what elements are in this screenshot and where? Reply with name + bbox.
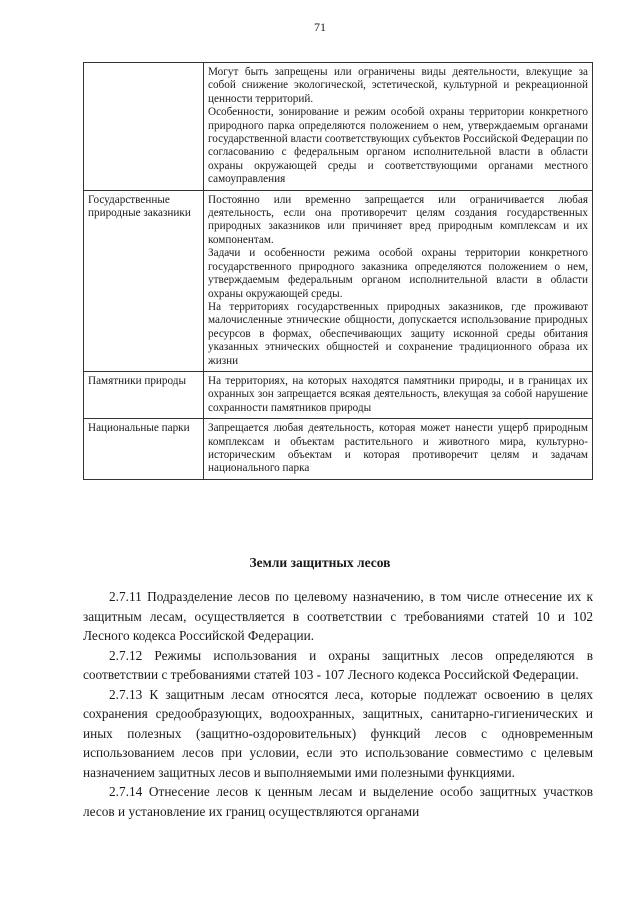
- table-row: [84, 190, 593, 371]
- table-cell-category: [84, 63, 204, 191]
- table-cell-description: [204, 371, 593, 418]
- table-paragraph: Могут быть запрещены или ограничены виды деятельности, влекущие за собой снижение экологической, эстетической, культурной и рекреационной ценности территорий.: [208, 66, 588, 105]
- body-paragraph: 2.7.11 Подразделение лесов по целевому назначению, в том числе отнесение их к защитным лесам, осуществляется в соответствии с требованиями статей 10 и 102 Лесного кодекса Российской Федерации.: [83, 589, 593, 643]
- section-heading: Земли защитных лесов: [249, 555, 391, 570]
- regimes-table: [83, 62, 593, 480]
- table-row: [84, 419, 593, 480]
- table-paragraph: На территориях, на которых находятся памятники природы, и в границах их охранных зон запрещается всякая деятельность, влекущая за собой нарушение сохранности памятников природы: [208, 374, 588, 414]
- body-paragraph: 2.7.12 Режимы использования и охраны защитных лесов определяются в соответствии с требованиями статей 103 - 107 Лесного кодекса Российской Федерации.: [83, 647, 593, 682]
- table-paragraph: Постоянно или временно запрещается или ограничивается любая деятельность, если она противоречит целям создания государственных природных заказников или причиняет вред природным комплексам и их компонентам.: [208, 193, 588, 246]
- section-body: [83, 587, 593, 821]
- table-paragraph: Запрещается любая деятельность, которая может нанести ущерб природным комплексам и объектам растительного и животного мира, культурно-историческим объектам и которая противоречит целям и задачам национального парка: [208, 422, 588, 475]
- body-paragraph: 2.7.13 К защитным лесам относятся леса, которые подлежат освоению в целях сохранения средообразующих, водоохранных, защитных, санитарно-гигиенических и иных полезных (защитно-оздоровительных) функций лесов с одновременным использованием лесов при условии, если это использование совместимо с целевым назначением защитных лесов и выполняемыми ими полезными функциями.: [83, 686, 593, 780]
- table-cell-description: [204, 190, 593, 371]
- table-cell-category: Памятники природы: [84, 371, 204, 418]
- table-cell-category: Национальные парки: [84, 419, 204, 480]
- table-row: [84, 63, 593, 191]
- table-cell-description: [204, 63, 593, 191]
- table-paragraph: Задачи и особенности режима особой охраны территории конкретного государственного природного заказника определяются положением о нем, утверждаемым федеральным органом исполнительной власти в области охраны окружающей среды.: [208, 247, 588, 300]
- table-cell-category: Государственные природные заказники: [84, 190, 204, 371]
- table-paragraph: На территориях государственных природных заказников, где проживают малочисленные этнические общности, допускается использование природных ресурсов в формах, обеспечивающих защиту исконной среды обитания указанных этнических общностей и сохранение традиционного образа их жизни: [208, 300, 588, 367]
- table-row: [84, 371, 593, 418]
- body-paragraph: 2.7.14 Отнесение лесов к ценным лесам и выделение особо защитных участков лесов и установление их границ осуществляются органами: [83, 784, 593, 819]
- table-cell-description: [204, 419, 593, 480]
- page-number: 71: [314, 20, 326, 34]
- table-paragraph: Особенности, зонирование и режим особой охраны территории конкретного природного парка определяются положением о нем, утверждаемым органами государственной власти соответствующих субъектов Российской Федерации по согласованию с федеральным органом исполнительной власти в области охраны окружающей среды и соответствующими органами местного самоуправления: [208, 106, 588, 186]
